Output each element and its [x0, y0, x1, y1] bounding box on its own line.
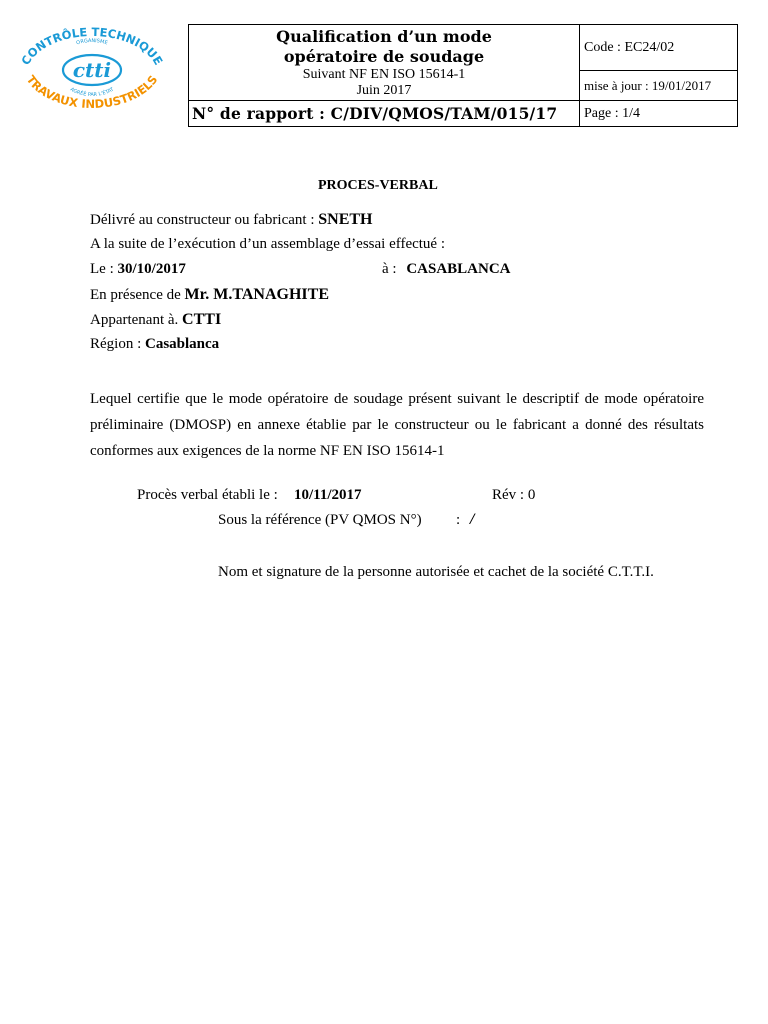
region-line	[90, 336, 219, 353]
presence-line	[90, 286, 329, 304]
title-line-1: Qualification d’un mode	[276, 26, 492, 46]
appartenant-line	[90, 311, 221, 329]
pv-label: Procès verbal établi le :	[137, 487, 278, 503]
appartenant-value: CTTI	[182, 311, 222, 328]
logo-center-text: ctti	[72, 58, 112, 82]
delivre-line	[90, 211, 373, 229]
code-cell: Code : EC24/02	[580, 25, 738, 71]
reference-colon: :	[456, 512, 461, 528]
a-value: CASABLANCA	[406, 261, 511, 277]
delivre-label: Délivré au constructeur ou fabricant :	[90, 212, 315, 228]
pv-date: 10/11/2017	[294, 487, 362, 503]
region-value: Casablanca	[145, 336, 220, 352]
document-heading: PROCES-VERBAL	[318, 178, 438, 193]
presence-label: En présence de	[90, 287, 181, 303]
logo-bottom-text: TRAVAUX INDUSTRIELS	[23, 72, 161, 112]
appartenant-label: Appartenant à.	[90, 312, 179, 328]
header-table	[188, 24, 738, 127]
delivre-value: SNETH	[318, 211, 373, 228]
le-value: 30/10/2017	[117, 261, 186, 277]
reference-label: Sous la référence (PV QMOS N°)	[218, 512, 422, 528]
title-cell	[189, 25, 580, 101]
ctti-logo	[12, 20, 172, 120]
region-label: Région :	[90, 336, 142, 352]
date-line	[90, 261, 186, 278]
update-date-cell: mise à jour : 19/01/2017	[580, 71, 738, 101]
title-line-2: opératoire de soudage	[283, 46, 485, 66]
suite-line: A la suite de l’exécution d’un assemblage d’essai effectué :	[90, 236, 446, 252]
logo-small-text: ORGANISME	[75, 37, 109, 47]
report-number: N° de rapport : C/DIV/QMOS/TAM/015/17	[189, 101, 580, 127]
subtitle-line-2: Juin 2017	[356, 82, 412, 98]
subtitle-line-1: Suivant NF EN ISO 15614-1	[302, 66, 466, 82]
location-line	[382, 261, 511, 278]
page-number: Page : 1/4	[580, 101, 738, 127]
revision: Rév : 0	[492, 487, 536, 503]
logo-top-text: CONTRÔLE TECHNIQUE	[18, 24, 166, 68]
signature-line: Nom et signature de la personne autorisée et cachet de la société C.T.T.I.	[218, 564, 654, 580]
le-label: Le :	[90, 261, 114, 277]
presence-value: Mr. M.TANAGHITE	[184, 286, 329, 303]
reference-value: /	[470, 511, 475, 528]
a-label: à :	[382, 261, 397, 277]
certification-paragraph: Lequel certifie que le mode opératoire de soudage présent suivant le descriptif de mode opératoire préliminaire (DMOSP) en annexe établie par le constructeur ou le fabricant a donné des résultats conformes aux exigences de la norme NF EN ISO 15614-1	[90, 391, 704, 459]
logo-agree-text: AGRÉÉ PAR L'ÉTAT	[68, 86, 116, 99]
